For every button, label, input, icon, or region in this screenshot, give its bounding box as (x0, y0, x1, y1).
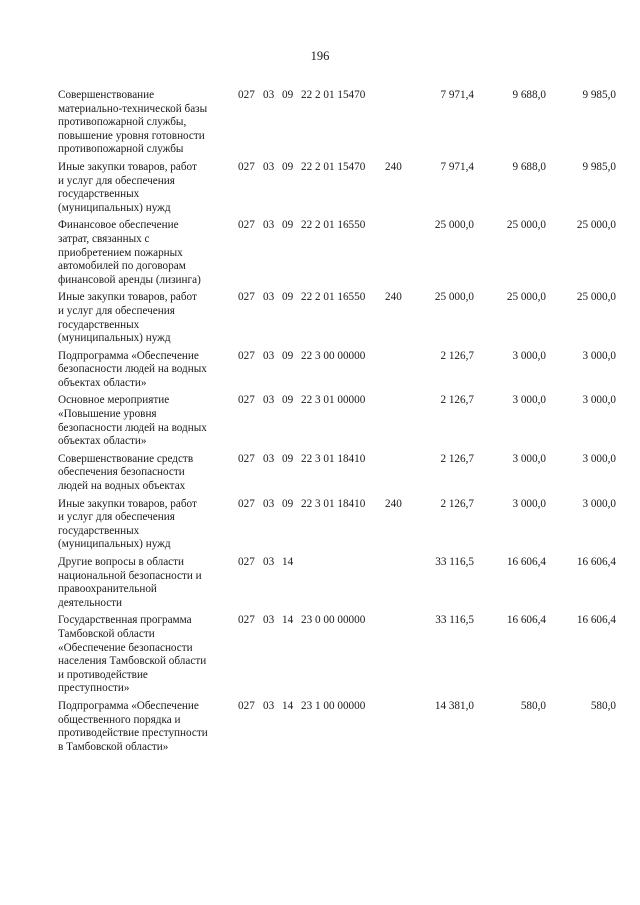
ministry-code: 027 (238, 699, 255, 712)
row-name: Совершенствование материально-технической базы противопожарной службы, повышение уровня готовности противопожарной службы (58, 89, 208, 156)
section-code: 03 (263, 614, 275, 627)
amount-year-3: 9 985,0 (582, 89, 616, 101)
table-row (58, 453, 624, 494)
amount-year-2: 25 000,0 (506, 219, 546, 232)
subsection-code: 09 (282, 89, 294, 101)
section-code: 03 (263, 394, 275, 407)
row-name: Совершенствование средств обеспечения безопасности людей на водных объектах (58, 452, 194, 493)
amount-year-1: 2 126,7 (440, 394, 474, 407)
subsection-code: 09 (282, 219, 294, 232)
amount-year-2: 3 000,0 (512, 497, 546, 510)
subsection-code: 09 (282, 452, 294, 465)
table-row (58, 498, 624, 552)
amount-year-2: 16 606,4 (506, 614, 546, 627)
row-name: Основное мероприятие «Повышение уровня безопасности людей на водных объектах области» (58, 394, 207, 448)
ministry-code: 027 (238, 349, 255, 362)
amount-year-3: 3 000,0 (582, 394, 616, 407)
section-code: 03 (263, 556, 275, 568)
row-name: Другие вопросы в области национальной безопасности и правоохранительной деятельности (58, 556, 202, 609)
section-code: 03 (263, 160, 275, 173)
table-row (58, 161, 624, 215)
row-name: Государственная программа Тамбовской области «Обеспечение безопасности населения Тамбовской области и противодействие преступности» (58, 614, 207, 695)
section-code: 03 (263, 452, 275, 465)
target-code: 22 2 01 15470 (301, 160, 366, 173)
table-row (58, 394, 624, 448)
budget-table (58, 89, 624, 758)
amount-year-1: 2 126,7 (440, 497, 474, 510)
amount-year-2: 9 688,0 (512, 89, 546, 101)
amount-year-3: 16 606,4 (576, 614, 616, 627)
subsection-code: 14 (282, 614, 294, 627)
ministry-code: 027 (238, 556, 255, 568)
section-code: 03 (263, 497, 275, 510)
subsection-code: 09 (282, 394, 294, 407)
amount-year-2: 3 000,0 (512, 349, 546, 362)
ministry-code: 027 (238, 219, 255, 232)
ministry-code: 027 (238, 160, 255, 173)
section-code: 03 (263, 89, 275, 101)
row-name: Подпрограмма «Обеспечение безопасности людей на водных объектах области» (58, 349, 207, 389)
target-code: 23 1 00 00000 (301, 699, 366, 712)
amount-year-2: 580,0 (520, 699, 546, 712)
expense-kind: 240 (385, 291, 402, 304)
amount-year-3: 3 000,0 (582, 349, 616, 362)
amount-year-1: 33 116,5 (435, 614, 474, 627)
amount-year-1: 2 126,7 (440, 349, 474, 362)
amount-year-1: 25 000,0 (434, 291, 474, 304)
expense-kind: 240 (385, 160, 402, 173)
amount-year-3: 25 000,0 (576, 219, 616, 232)
table-row (58, 700, 624, 754)
row-name: Финансовое обеспечение затрат, связанных с приобретением пожарных автомобилей по договорам финансовой аренды (лизинга) (58, 219, 201, 286)
section-code: 03 (263, 699, 275, 712)
ministry-code: 027 (238, 291, 255, 304)
amount-year-3: 3 000,0 (582, 497, 616, 510)
expense-kind: 240 (385, 497, 402, 510)
target-code: 22 3 00 00000 (301, 349, 366, 362)
subsection-code: 09 (282, 160, 294, 173)
ministry-code: 027 (238, 497, 255, 510)
table-row (58, 350, 624, 391)
table-row (58, 89, 624, 157)
amount-year-3: 9 985,0 (582, 160, 616, 173)
ministry-code: 027 (238, 614, 255, 627)
amount-year-2: 3 000,0 (512, 452, 546, 465)
row-name: Подпрограмма «Обеспечение общественного порядка и противодействие преступности в Тамбовской области» (58, 699, 208, 753)
target-code: 22 3 01 00000 (301, 394, 366, 407)
ministry-code: 027 (238, 89, 255, 101)
subsection-code: 09 (282, 497, 294, 510)
amount-year-2: 9 688,0 (512, 160, 546, 173)
section-code: 03 (263, 219, 275, 232)
row-name: Иные закупки товаров, работ и услуг для обеспечения государственных (муниципальных) нужд (58, 160, 197, 214)
amount-year-2: 3 000,0 (512, 394, 546, 407)
row-name: Иные закупки товаров, работ и услуг для обеспечения государственных (муниципальных) нужд (58, 291, 197, 345)
amount-year-2: 16 606,4 (506, 556, 546, 568)
ministry-code: 027 (238, 452, 255, 465)
table-row (58, 219, 624, 287)
target-code: 23 0 00 00000 (301, 614, 366, 627)
amount-year-1: 14 381,0 (434, 699, 474, 712)
section-code: 03 (263, 349, 275, 362)
subsection-code: 14 (282, 699, 294, 712)
amount-year-3: 580,0 (590, 699, 616, 712)
section-code: 03 (263, 291, 275, 304)
subsection-code: 14 (282, 556, 294, 568)
ministry-code: 027 (238, 394, 255, 407)
target-code: 22 3 01 18410 (301, 497, 366, 510)
amount-year-3: 16 606,4 (576, 556, 616, 568)
subsection-code: 09 (282, 291, 294, 304)
subsection-code: 09 (282, 349, 294, 362)
target-code: 22 2 01 16550 (301, 291, 366, 304)
amount-year-1: 25 000,0 (434, 219, 474, 232)
amount-year-3: 25 000,0 (576, 291, 616, 304)
amount-year-2: 25 000,0 (506, 291, 546, 304)
table-row (58, 614, 624, 696)
amount-year-3: 3 000,0 (582, 452, 616, 465)
table-row (58, 291, 624, 345)
page-number: 196 (310, 49, 330, 63)
amount-year-1: 33 116,5 (435, 556, 474, 568)
target-code: 22 3 01 18410 (301, 452, 366, 465)
row-name: Иные закупки товаров, работ и услуг для обеспечения государственных (муниципальных) нужд (58, 497, 197, 551)
amount-year-1: 7 971,4 (440, 89, 474, 101)
amount-year-1: 2 126,7 (440, 452, 474, 465)
target-code: 22 2 01 15470 (301, 89, 366, 101)
table-row (58, 556, 624, 610)
amount-year-1: 7 971,4 (440, 160, 474, 173)
target-code: 22 2 01 16550 (301, 219, 366, 232)
